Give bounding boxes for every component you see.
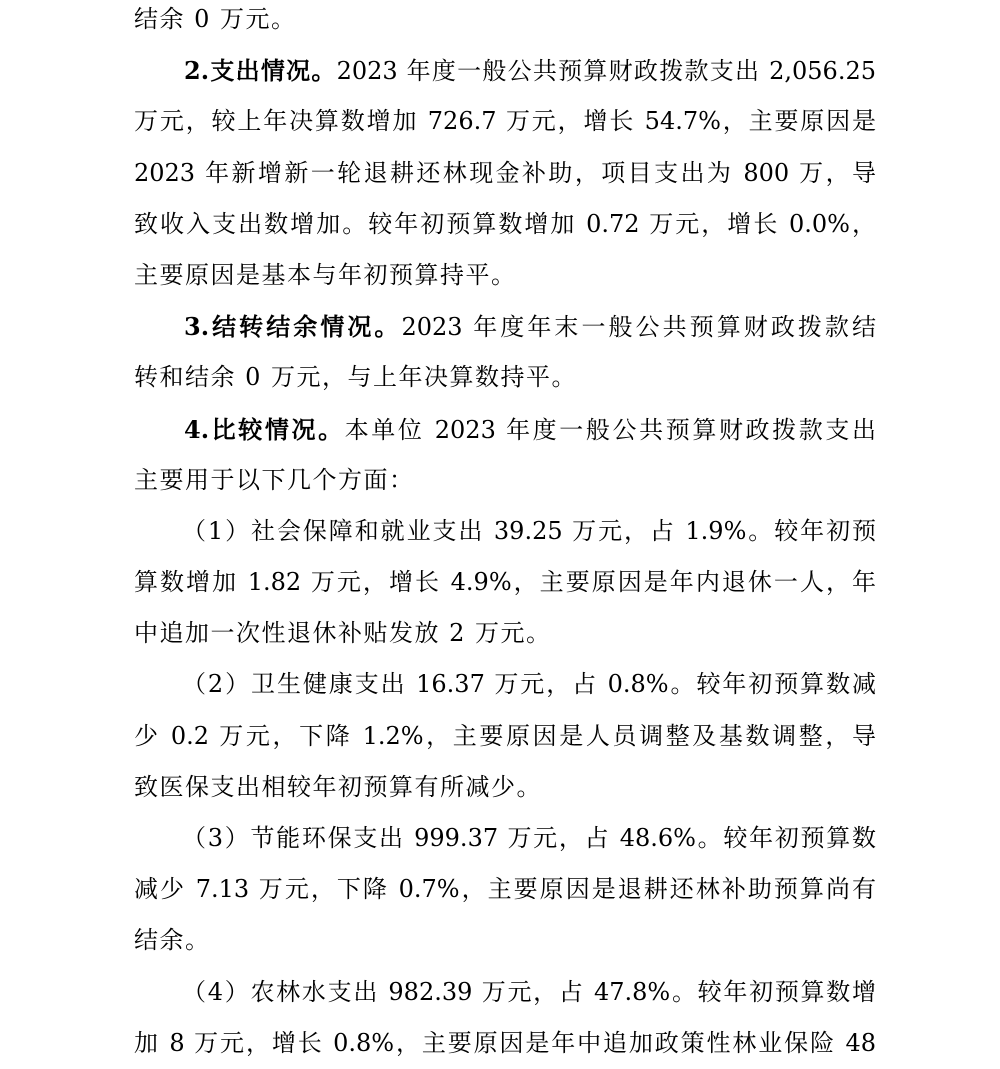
text-line: 本单位 2023 年度一般公共预算财政拨款支出 [344, 415, 876, 444]
text-line: 转和结余 0 万元，与上年决算数持平。 [134, 363, 578, 392]
paragraph-comparison-heading-line [134, 404, 876, 455]
text-line: 中追加一次性退休补贴发放 2 万元。 [134, 619, 552, 648]
section-heading: 2.支出情况。 [184, 56, 337, 86]
text-line: （1）社会保障和就业支出 39.25 万元，占 1.9%。较年初预 [182, 516, 876, 545]
text-line: 致收入支出数增加。较年初预算数增加 0.72 万元，增长 0.0%， [134, 209, 876, 238]
text-line: 2023 年度一般公共预算财政拨款支出 2,056.25 [336, 57, 876, 86]
text-line: 结余。 [134, 926, 211, 955]
text-line: 结余 0 万元。 [134, 5, 297, 33]
section-heading: 4.比较情况。 [184, 414, 345, 444]
text-line: 2023 年新增新一轮退耕还林现金补助，项目支出为 800 万，导 [134, 158, 876, 187]
text-line: 主要原因是基本与年初预算持平。 [134, 260, 517, 289]
text-line: （3）节能环保支出 999.37 万元，占 48.6%。较年初预算数 [182, 824, 876, 852]
text-line: （2）卫生健康支出 16.37 万元，占 0.8%。较年初预算数减 [182, 670, 876, 699]
text-line: 2023 年度年末一般公共预算财政拨款结 [401, 313, 876, 342]
text-line: 万元，较上年决算数增加 726.7 万元，增长 54.7%，主要原因是 [134, 107, 876, 136]
text-line: 主要用于以下几个方面： [134, 465, 415, 494]
text-line: （4）农林水支出 982.39 万元，占 47.8%。较年初预算数增 [182, 977, 876, 1006]
text-line: 致医保支出相较年初预算有所减少。 [134, 772, 542, 801]
text-line: 减少 7.13 万元，下降 0.7%，主要原因是退耕还林补助预算尚有 [134, 875, 876, 904]
text-line: 少 0.2 万元，下降 1.2%，主要原因是人员调整及基数调整，导 [134, 721, 876, 750]
paragraph-expenditure-heading-line [134, 45, 876, 96]
document-page [134, 0, 876, 1069]
text-line: 加 8 万元，增长 0.8%，主要原因是年中追加政策性林业保险 48 [134, 1028, 876, 1057]
text-line: 算数增加 1.82 万元，增长 4.9%，主要原因是年内退休一人，年 [134, 568, 876, 597]
paragraph-carryover-heading-line [134, 301, 876, 352]
section-heading: 3.结转结余情况。 [184, 312, 402, 342]
